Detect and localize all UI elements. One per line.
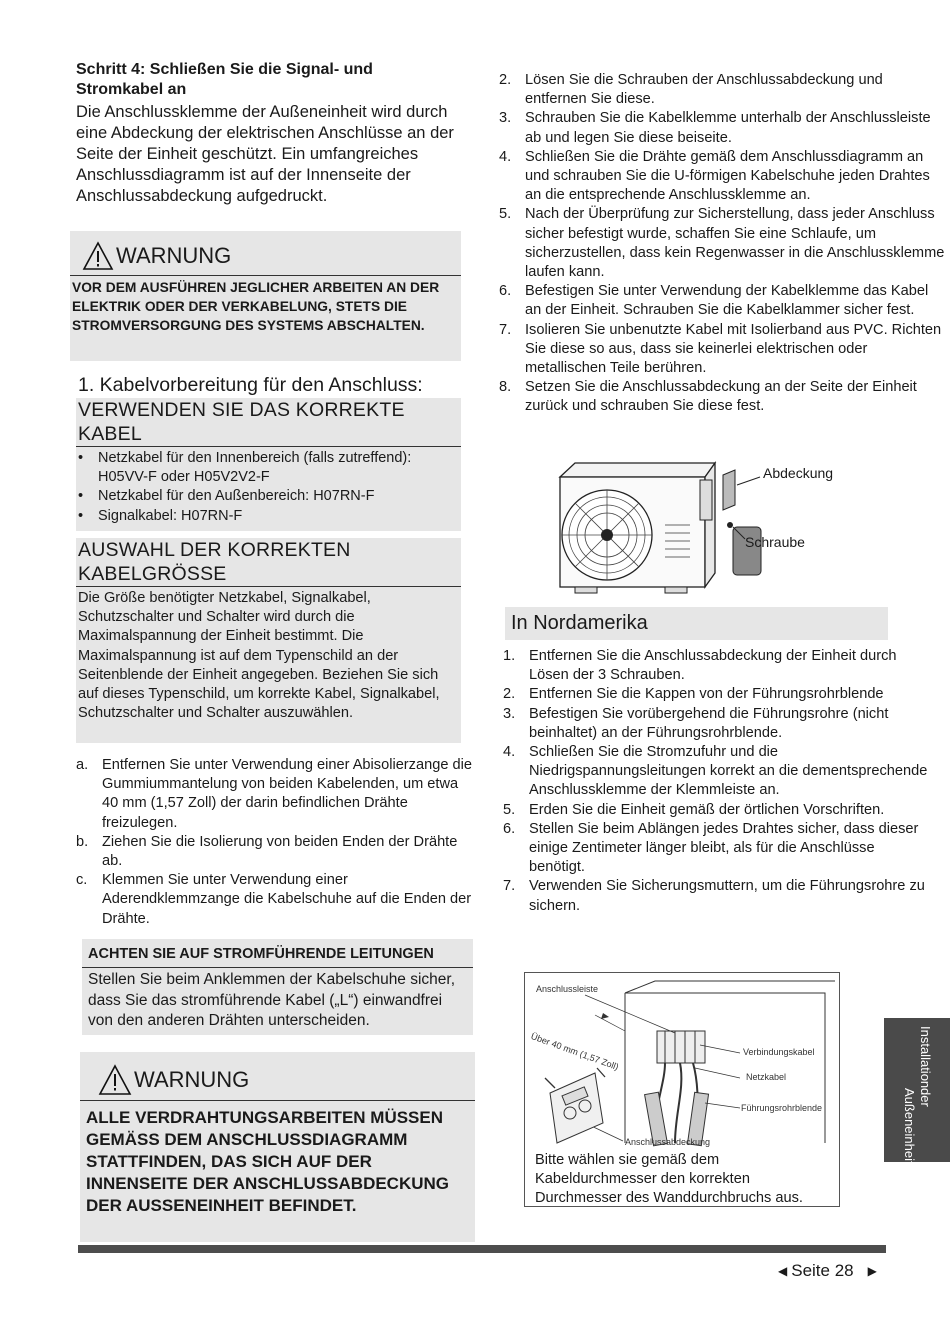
bullet-icon: • — [78, 450, 84, 466]
screw-label: Schraube — [745, 534, 805, 550]
na-step-item — [503, 705, 933, 743]
side-tab-line2: der Außeneinheit — [902, 1087, 933, 1165]
step-item — [499, 71, 945, 109]
prep-step-item — [76, 833, 472, 871]
bullet-icon: • — [78, 507, 84, 524]
warning-header-2 — [80, 1052, 475, 1098]
step-number: 6. — [499, 283, 512, 300]
warning-title-2: WARNUNG — [134, 1067, 250, 1092]
na-step-text: Entfernen Sie die Anschlussabdeckung der Einheit durch Lösen der 3 Schrauben. — [529, 648, 897, 684]
warning-title-1: WARNUNG — [116, 243, 232, 268]
step-item — [499, 282, 945, 320]
connection-cable-label: Verbindungskabel — [743, 1047, 815, 1057]
cable-prep-title: 1. Kabelvorbereitung für den Anschluss: — [78, 374, 423, 396]
na-step-number: 4. — [503, 744, 516, 761]
na-step-text: Befestigen Sie vorübergehend die Führungsrohre (nicht beinhaltet) an der Führungsrohrblende. — [529, 705, 889, 741]
step-item — [499, 205, 945, 282]
right-steps — [499, 71, 945, 417]
na-step-number: 5. — [503, 801, 516, 818]
na-step-item — [503, 743, 933, 801]
correct-cable-box — [76, 398, 461, 531]
cable-size-text: Die Größe benötigter Netzkabel, Signalkabel, Schutzschalter und Schalter wird durch die Maximalspannung der Einheit bestimmt. Die Maximalspannung ist auf dem Typenschild an der Seitenblende der Einheit angegeben. Beziehen Sie sich auf dieses Typenschild, um korrekte Kabel, Signalkabel, Schutzschalter und Schalter auszuwählen. — [78, 590, 440, 722]
terminal-strip-label: Anschlussleiste — [536, 984, 599, 994]
prep-step-marker: a. — [76, 757, 89, 773]
power-cable-label: Netzkabel — [746, 1072, 787, 1082]
prep-step-marker: b. — [76, 833, 89, 850]
prep-step-item — [76, 756, 472, 833]
north-america-header — [505, 607, 888, 640]
na-step-number: 1. — [503, 648, 516, 664]
step-number: 7. — [499, 321, 512, 338]
warning-box-2 — [80, 1052, 475, 1242]
step-text: Isolieren Sie unbenutzte Kabel mit Isolierband aus PVC. Richten Sie diese so aus, dass sie keinerlei elektrischen oder metallischen Teile berühren. — [525, 321, 942, 377]
step-text: Schrauben Sie die Kabelklemme unterhalb der Anschlussleiste ab und legen Sie diese beiseite. — [525, 110, 931, 146]
prep-step-text: Ziehen Sie die Isolierung von beiden Enden der Drähte ab. — [102, 833, 458, 870]
na-step-item — [503, 820, 933, 878]
na-step-item — [503, 685, 933, 704]
step-number: 3. — [499, 110, 512, 127]
step-number: 8. — [499, 379, 512, 396]
step-text: Befestigen Sie unter Verwendung der Kabelklemme das Kabel an der Einheit. Schrauben Sie die Kabelklammer sicher fest. — [525, 283, 929, 319]
warning-box-1 — [70, 231, 461, 361]
warning-header-1 — [70, 231, 461, 273]
section-side-tab — [884, 1018, 950, 1165]
cable-list-text: Signalkabel: H07RN-F — [98, 507, 243, 524]
prep-step-item — [76, 871, 472, 929]
warning-text-1: VOR DEM AUSFÜHREN JEGLICHER ARBEITEN AN DER ELEKTRIK ODER DER VERKABELUNG, STETS DIE STROMVERSORGUNG DES SYSTEMS ABSCHALTEN. — [72, 280, 440, 333]
step4-title: Schritt 4: Schließen Sie die Signal- und Stromkabel an — [76, 61, 373, 98]
step-text: Setzen Sie die Anschlussabdeckung an der Seite der Einheit zurück und schrauben Sie diese fest. — [525, 379, 917, 415]
step-number: 4. — [499, 148, 512, 165]
correct-cable-title: VERWENDEN SIE DAS KORREKTE KABEL — [78, 399, 405, 445]
cable-list-item — [76, 487, 461, 506]
warning-triangle-icon — [82, 241, 114, 271]
prep-steps — [76, 756, 472, 929]
step-item — [499, 321, 945, 379]
na-step-text: Entfernen Sie die Kappen von der Führungsrohrblende — [529, 686, 884, 703]
north-america-title: In Nordamerika — [511, 612, 648, 634]
step4-body: Die Anschlussklemme der Außeneinheit wird durch eine Abdeckung der elektrischen Anschlüsse an der Seite der Einheit geschützt. Ein umfangreiches Anschlussdiagramm ist auf der Innenseite der Anschlussabdeckung aufgedruckt. — [76, 103, 454, 205]
live-wire-box — [82, 939, 473, 1035]
prev-page-arrow-icon[interactable]: ◀ — [778, 1264, 788, 1278]
page-number: Seite 28 — [791, 1261, 854, 1280]
over-40mm-label: Über 40 mm (1,57 Zoll) — [529, 1031, 620, 1073]
step-item — [499, 148, 945, 206]
live-wire-text: Stellen Sie beim Anklemmen der Kabelschuhe sicher, dass Sie das stromführende Kabel („L“) einwandfrei von den anderen Drähten unterscheiden. — [88, 971, 456, 1029]
cable-list-item — [76, 507, 461, 526]
na-step-item — [503, 801, 933, 820]
page-navigation — [778, 1260, 877, 1282]
na-step-item — [503, 647, 933, 685]
next-page-arrow-icon[interactable]: ▶ — [867, 1264, 877, 1278]
conduit-panel-label: Führungsrohrblende — [741, 1103, 823, 1113]
na-step-text: Stellen Sie beim Ablängen jedes Drahtes sicher, dass dieser einige Zentimeter länger bleibt, als für die Anschlüsse benötigt. — [529, 820, 919, 876]
step-number: 2. — [499, 72, 512, 88]
cable-list-text: Netzkabel für den Innenbereich (falls zutreffend): H05VV-F oder H05V2V2-F — [98, 450, 412, 486]
step-item — [499, 109, 945, 147]
terminal-cover-label: Anschlussabdeckung — [625, 1137, 711, 1147]
cable-list-text: Netzkabel für den Außenbereich: H07RN-F — [98, 488, 375, 505]
cable-size-box — [76, 538, 461, 743]
na-step-number: 3. — [503, 705, 516, 722]
side-tab-line1: Installation — [918, 1025, 933, 1088]
step-item — [499, 378, 945, 416]
na-step-text: Schließen Sie die Stromzufuhr und die Niedrigspannungsleitungen korrekt an die dementsprechende Anschlussklemme der Klemmleiste an. — [529, 744, 928, 799]
wiring-figure — [524, 972, 840, 1207]
cover-label: Abdeckung — [763, 465, 834, 481]
na-step-number: 2. — [503, 686, 516, 703]
step-text: Nach der Überprüfung zur Sicherstellung, dass jeder Anschluss sicher befestigt wurde, schaffen Sie eine Schlaufe, um sicherzustellen, dass kein Regenwasser in die Anschlussklemme laufen kann. — [525, 206, 945, 281]
warning-triangle-icon — [98, 1064, 132, 1096]
wiring-illustration — [525, 973, 839, 1153]
step-number: 5. — [499, 206, 512, 223]
north-america-steps — [503, 647, 933, 916]
wiring-figure-caption: Bitte wählen sie gemäß dem Kabeldurchmesser den korrekten Durchmesser des Wanddurchbruchs aus. — [535, 1152, 803, 1206]
bullet-icon: • — [78, 488, 84, 505]
cable-size-title: AUSWAHL DER KORREKTEN KABELGRÖSSE — [78, 539, 351, 585]
cable-list-item — [76, 449, 461, 487]
prep-step-text: Klemmen Sie unter Verwendung einer Aderendklemmzange die Kabelschuhe auf die Enden der Drähte. — [102, 872, 472, 927]
na-step-number: 6. — [503, 820, 516, 837]
na-step-item — [503, 877, 933, 915]
na-step-text: Verwenden Sie Sicherungsmuttern, um die Führungsrohre zu sichern. — [529, 878, 925, 914]
live-wire-title: ACHTEN SIE AUF STROMFÜHRENDE LEITUNGEN — [88, 946, 434, 962]
na-step-text: Erden Sie die Einheit gemäß der örtlichen Vorschriften. — [529, 801, 885, 818]
prep-step-text: Entfernen Sie unter Verwendung einer Abisolierzange die Gummiummantelung von beiden Kabelenden, um etwa 40 mm (1,57 Zoll) der darin befindlichen Drähte freizulegen. — [102, 757, 472, 831]
step-text: Schließen Sie die Drähte gemäß dem Anschlussdiagramm an und schrauben Sie die U-förmigen Kabelschuhe jeden Drahtes an die entsprechende Anschlussklemme an. — [525, 148, 930, 204]
footer-bar — [78, 1245, 886, 1253]
prep-step-marker: c. — [76, 872, 88, 889]
step-text: Lösen Sie die Schrauben der Anschlussabdeckung und entfernen Sie diese. — [525, 72, 883, 108]
warning-text-2: ALLE VERDRAHTUNGSARBEITEN MÜSSEN GEMÄSS DEM ANSCHLUSSDIAGRAMM STATTFINDEN, DAS SICH AUF DER INNENSEITE DER ANSCHLUSSABDECKUNG DER AUSSENEINHEIT BEFINDET. — [86, 1108, 450, 1215]
na-step-number: 7. — [503, 878, 516, 895]
